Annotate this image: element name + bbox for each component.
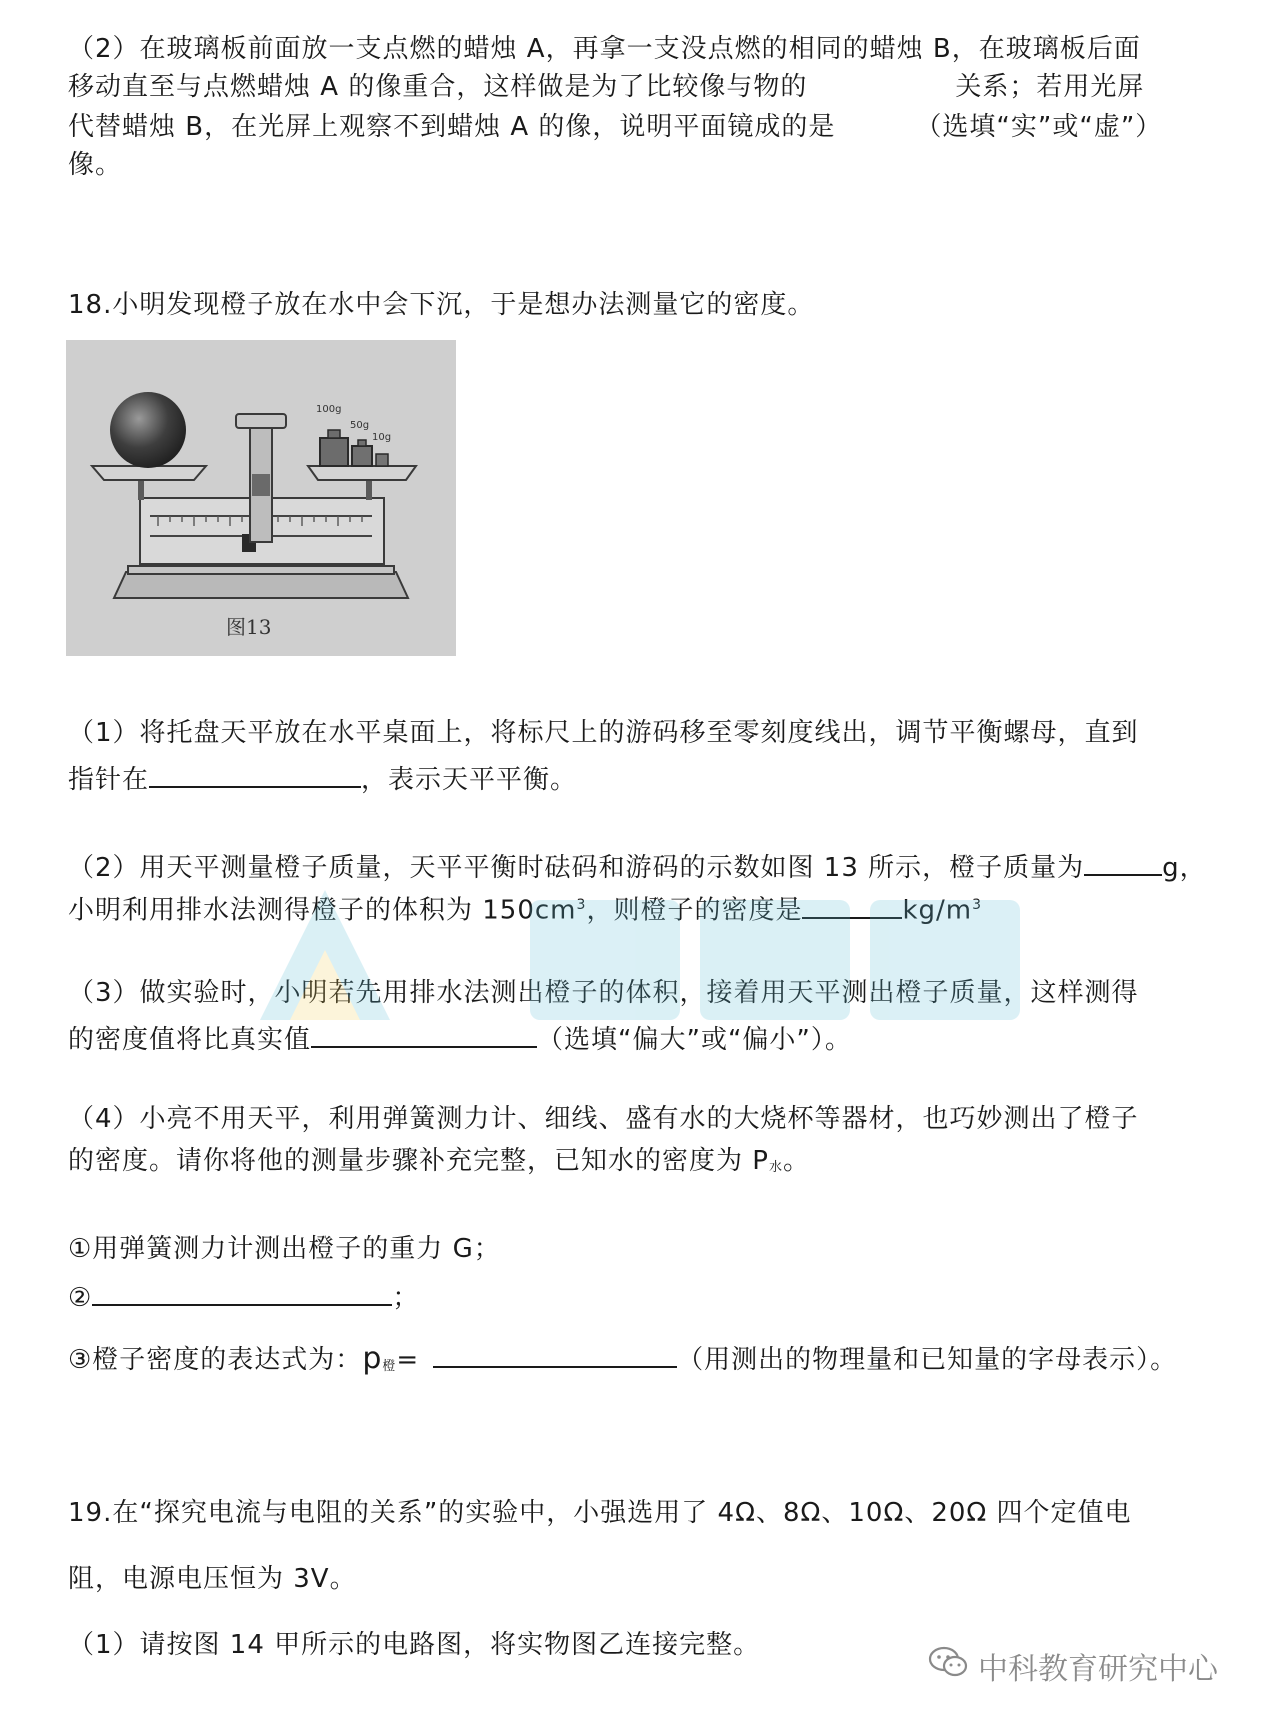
text: ，表示天平平衡。 bbox=[361, 765, 578, 795]
answer-blank[interactable] bbox=[149, 758, 361, 788]
q17-part2-line4 bbox=[68, 148, 122, 182]
wechat-account-name: 中科教育研究中心 bbox=[978, 1652, 1218, 1687]
text: ，则橙子的密度是 bbox=[586, 895, 803, 926]
answer-blank-expression[interactable] bbox=[433, 1338, 677, 1368]
text: （3）做实验时，小明若先用排水法测出橙子的体积，接着用天平测出橙子质量，这样测得 bbox=[68, 978, 1139, 1008]
text: ③橙子密度的表达式为： bbox=[68, 1345, 363, 1375]
text: （选填“实”或“虚”） bbox=[915, 112, 1163, 142]
q17-part2-line3 bbox=[68, 110, 1162, 144]
rho-symbol: p bbox=[362, 1341, 383, 1376]
text: 指针在 bbox=[68, 765, 150, 795]
text: 代替蜡烛 B，在光屏上观察不到蜡烛 A 的像，说明平面镜成的是 bbox=[68, 112, 836, 142]
text: kg/m bbox=[902, 895, 973, 926]
text: 的密度值将比真实值 bbox=[68, 1025, 312, 1055]
text: （1）请按图 14 甲所示的电路图，将实物图乙连接完整。 bbox=[68, 1630, 761, 1660]
text: 的密度。请你将他的测量步骤补充完整，已知水的密度为 P bbox=[68, 1146, 769, 1176]
text: （2）在玻璃板前面放一支点燃的蜡烛 A，再拿一支没点燃的相同的蜡烛 B，在玻璃板后面 bbox=[68, 34, 1141, 64]
q19-title-line2 bbox=[68, 1562, 357, 1596]
text: 移动直至与点燃蜡烛 A 的像重合，这样做是为了比较像与物的 bbox=[68, 72, 808, 102]
q18-part1-line1 bbox=[68, 716, 1139, 750]
subscript: 水 bbox=[768, 1160, 783, 1175]
text: g， bbox=[1162, 853, 1207, 883]
text: = bbox=[396, 1345, 420, 1375]
weight-label-10g: 10g bbox=[372, 432, 392, 443]
text: （用测出的物理量和已知量的字母表示）。 bbox=[677, 1345, 1178, 1375]
answer-blank-density[interactable] bbox=[802, 889, 902, 919]
subscript: 橙 bbox=[382, 1359, 397, 1374]
figure-caption: 图13 bbox=[226, 615, 272, 639]
text: （1）将托盘天平放在水平桌面上，将标尺上的游码移至零刻度线出，调节平衡螺母，直到 bbox=[68, 718, 1139, 748]
q18-part1-line2 bbox=[68, 758, 577, 797]
balance-illustration bbox=[66, 340, 456, 656]
q17-part2-line2 bbox=[68, 70, 1144, 104]
q18-step1 bbox=[68, 1232, 501, 1266]
q18-part2-line1 bbox=[68, 846, 1207, 885]
text: 。 bbox=[782, 1146, 810, 1176]
text: 像。 bbox=[68, 150, 123, 180]
text: 关系；若用光屏 bbox=[955, 72, 1145, 102]
text: ② bbox=[68, 1283, 93, 1313]
q18-part4-line1 bbox=[68, 1102, 1139, 1136]
text: ①用弹簧测力计测出橙子的重力 G； bbox=[68, 1234, 501, 1264]
q18-step2 bbox=[68, 1276, 419, 1315]
text: （4）小亮不用天平，利用弹簧测力计、细线、盛有水的大烧杯等器材，也巧妙测出了橙子 bbox=[68, 1104, 1139, 1134]
weight-label-100g: 100g bbox=[316, 404, 342, 415]
text: 小明利用排水法测得橙子的体积为 150cm bbox=[68, 895, 577, 926]
q19-title-line1 bbox=[68, 1496, 1132, 1530]
text: （2）用天平测量橙子质量，天平平衡时砝码和游码的示数如图 13 所示，橙子质量为 bbox=[68, 853, 1085, 883]
q18-part3-line2 bbox=[68, 1018, 852, 1057]
q17-part2-line1 bbox=[68, 32, 1141, 66]
superscript: 3 bbox=[576, 897, 587, 913]
wechat-icon bbox=[928, 1645, 968, 1687]
q18-part2-line2 bbox=[68, 888, 982, 928]
text: 阻，电源电压恒为 3V。 bbox=[68, 1564, 357, 1594]
q18-part3-line1 bbox=[68, 976, 1139, 1010]
superscript: 3 bbox=[972, 897, 983, 913]
text: （选填“偏大”或“偏小”）。 bbox=[537, 1025, 852, 1055]
figure-13-balance-photo bbox=[66, 340, 456, 656]
q18-part4-line2 bbox=[68, 1144, 810, 1185]
weight-label-50g: 50g bbox=[350, 420, 370, 431]
answer-blank[interactable] bbox=[311, 1018, 537, 1048]
q19-part1 bbox=[68, 1628, 760, 1662]
text: 18.小明发现橙子放在水中会下沉，于是想办法测量它的密度。 bbox=[68, 290, 815, 320]
q18-title bbox=[68, 288, 814, 322]
answer-blank[interactable] bbox=[92, 1276, 392, 1306]
text: 19.在“探究电流与电阻的关系”的实验中，小强选用了 4Ω、8Ω、10Ω、20Ω 四个定值电 bbox=[68, 1498, 1132, 1528]
text: ； bbox=[392, 1283, 420, 1313]
answer-blank-mass[interactable] bbox=[1084, 846, 1162, 876]
wechat-account-footer bbox=[928, 1644, 1218, 1688]
q18-step3 bbox=[68, 1338, 1177, 1384]
